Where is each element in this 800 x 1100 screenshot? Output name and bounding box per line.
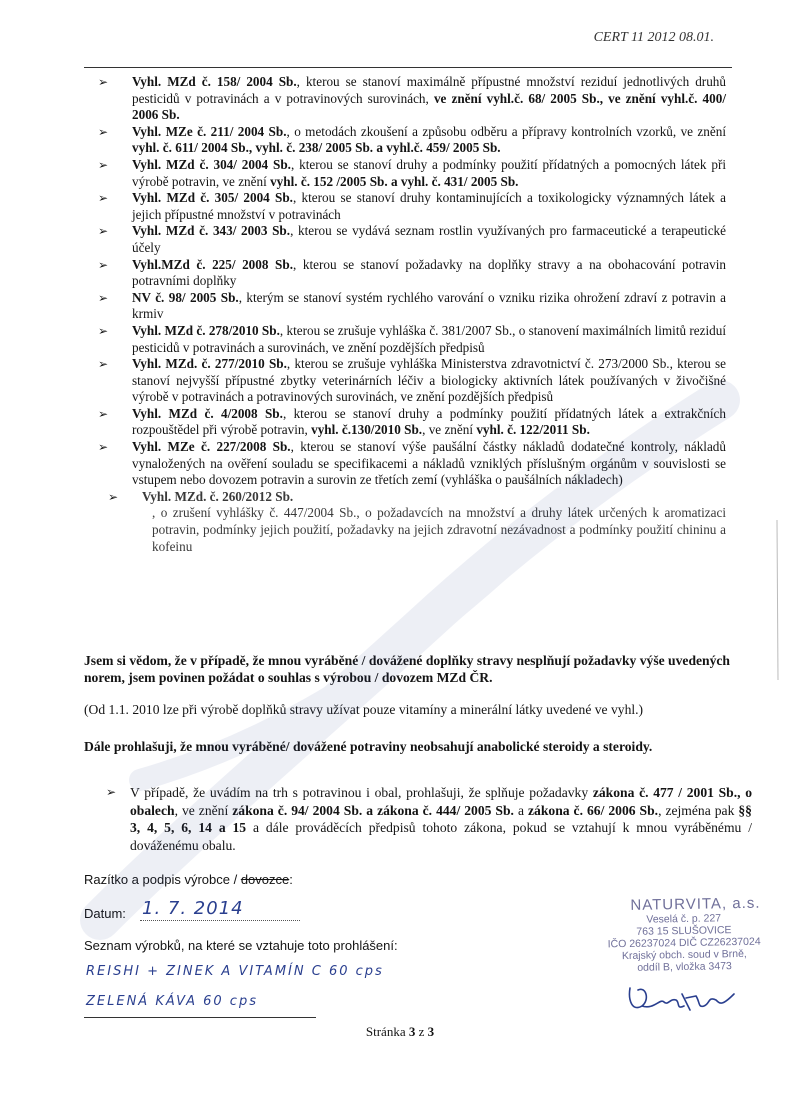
regulation-item xyxy=(98,257,726,290)
packaging-text: V případě, že uvádím na trh s potravinou i obal, prohlašuji, že splňuje požadavky xyxy=(130,785,593,800)
regulation-ref: Vyhl. MZd č. 278/2010 Sb. xyxy=(132,322,280,338)
law-ref: §§ 3, 4, 5, 6, 14 a 15 xyxy=(130,802,752,835)
regulation-ref: NV č. 98/ 2005 Sb. xyxy=(132,289,239,305)
packaging-text: , ve znění xyxy=(174,802,233,818)
regulation-desc: , kterou se stanoví maximálně přípustné množství reziduí jednotlivých druhů pesticidů v potravinách a v potravinových surovinách, xyxy=(132,74,726,106)
regulation-ref: Vyhl. MZd č. 4/2008 Sb. xyxy=(132,405,283,421)
regulation-text xyxy=(132,257,726,289)
regulation-item xyxy=(98,323,726,356)
stamp-line: Veselá č. p. 227 xyxy=(646,912,722,926)
products-label: Seznam výrobků, na které se vztahuje toto prohlášení: xyxy=(84,938,398,953)
regulation-ref: Vyhl. MZd č. 158/ 2004 Sb. xyxy=(132,74,297,89)
regulation-item xyxy=(98,124,726,157)
law-ref: zákona č. 477 / 2001 Sb., o obalech xyxy=(130,785,752,818)
regulation-text xyxy=(132,157,726,189)
regulation-ref: vyhl. č. 122/2011 Sb. xyxy=(476,422,590,438)
regulation-text xyxy=(132,406,726,438)
date-value-handwritten: 1. 7. 2014 xyxy=(142,898,244,919)
regulation-ref: Vyhl. MZd č. 304/ 2004 Sb. xyxy=(132,156,291,172)
stamp-company-name: NATURVITA, a.s. xyxy=(630,894,761,914)
stamp-line: oddíl B, vložka 3473 xyxy=(637,960,732,974)
page-of: z xyxy=(418,1024,425,1039)
scan-mark-icon xyxy=(772,520,782,680)
page-current: 3 xyxy=(408,1024,416,1039)
header-rule xyxy=(84,67,732,68)
regulation-ref: vyhl. č. 152 /2005 Sb. a vyhl. č. 431/ 2005 Sb. xyxy=(270,173,519,189)
handwritten-signature-icon xyxy=(624,976,744,1020)
document-code: CERT 11 2012 08.01. xyxy=(593,30,714,45)
regulation-text xyxy=(132,190,726,222)
regulation-item xyxy=(98,406,726,439)
regulation-ref: Vyhl. MZd č. 305/ 2004 Sb. xyxy=(132,190,293,206)
regulation-ref: Vyhl. MZe č. 211/ 2004 Sb. xyxy=(132,123,287,139)
signature-label-suffix: : xyxy=(289,872,293,887)
stamp-line: IČO 26237024 DIČ CZ26237024 xyxy=(607,935,761,951)
regulation-ref: vyhl. č.130/2010 Sb. xyxy=(311,422,423,438)
packaging-declaration xyxy=(106,784,752,854)
regulation-desc: , kterou se vydává seznam rostlin využívaných pro farmaceutické a terapeutické účely xyxy=(132,223,727,255)
regulation-desc: , kterou se stanoví požadavky na doplňky stravy a na obohacování potravin potravními doplňky xyxy=(132,256,726,289)
regulation-text xyxy=(132,74,726,122)
product-entry-handwritten: ZELENÁ KÁVA 60 cps xyxy=(86,994,258,1009)
regulation-ref: Vyhl. MZe č. 227/2008 Sb. xyxy=(132,439,291,455)
regulation-desc: , o metodách zkoušení a způsobu odběru a přípravy kontrolních vzorků, ve znění xyxy=(286,123,726,139)
regulation-item xyxy=(98,290,726,323)
stamp-line: Krajský obch. soud v Brně, xyxy=(621,947,747,963)
regulation-desc: , ve znění xyxy=(422,422,477,438)
signature-label xyxy=(84,872,293,887)
supplements-declaration: Jsem si vědom, že v případě, že mnou vyráběné / dovážené doplňky stravy nesplňují požadavky výše uvedených norem, jsem povinen požádat o souhlas s výrobou / dovozem MZd ČR. xyxy=(84,653,730,685)
products-underline xyxy=(84,1017,316,1018)
regulation-item xyxy=(98,190,726,223)
regulation-item xyxy=(98,356,726,406)
regulation-desc: , kterým se stanoví systém rychlého varování o vzniku rizika ohrožení zdraví z potravin a krmiv xyxy=(132,289,726,322)
signature-label-struck: dovozce xyxy=(240,872,290,887)
page-word: Stránka xyxy=(365,1024,406,1039)
date-line xyxy=(140,920,300,921)
date-label: Datum: xyxy=(84,906,126,921)
packaging-text: a dále prováděcích předpisů tohoto zákona, pokud se vztahují k mnou vyráběnému / dováženému obalu. xyxy=(130,820,752,853)
regulation-item xyxy=(98,439,726,489)
regulation-item xyxy=(98,157,726,190)
regulation-ref: Vyhl.MZd č. 225/ 2008 Sb. xyxy=(132,256,293,272)
regulation-desc: , kterou se stanoví druhy kontaminujících a toxikologicky významných látek a jejich přípustné množství v potravinách xyxy=(132,190,726,222)
regulation-text xyxy=(132,356,726,404)
packaging-text: , zejména pak xyxy=(658,802,739,818)
regulation-item xyxy=(98,489,726,555)
regulation-ref: Vyhl. MZd č. 343/ 2003 Sb. xyxy=(132,223,291,239)
law-ref: zákona č. 94/ 2004 Sb. a zákona č. 444/ 2005 Sb. xyxy=(232,802,514,818)
regulation-ref: Vyhl. MZd. č. 277/2010 Sb. xyxy=(132,356,287,372)
regulation-desc: , kterou se zrušuje vyhláška Ministerstva zdravotnictví č. 273/2000 Sb., kterou se stanoví nejvyšší přípustné zbytky veterinárních léčiv a biologicky aktivních látek používaných v živočišné výrobě v potravinách a potravinových surovinách, ve znění pozdějších předpisů xyxy=(132,356,727,405)
product-entry-handwritten: REISHI + ZINEK A VITAMÍN C 60 cps xyxy=(86,964,384,979)
regulation-desc: , kterou se stanoví druhy a podmínky použití přídatných a pomocných látek při výrobě potravin, ve znění xyxy=(132,156,726,189)
company-stamp xyxy=(573,894,794,975)
page-total: 3 xyxy=(427,1024,435,1039)
page-number xyxy=(0,1024,800,1040)
regulation-text xyxy=(132,223,726,255)
regulation-text xyxy=(132,124,726,156)
regulation-ref: vyhl. č. 611/ 2004 Sb., vyhl. č. 238/ 2005 Sb. a vyhl.č. 459/ 2005 Sb. xyxy=(132,140,501,156)
stamp-line: 763 15 SLUŠOVICE xyxy=(636,924,732,938)
signature-label-prefix: Razítko a podpis výrobce / xyxy=(84,872,241,887)
regulation-ref: ve znění vyhl.č. 68/ 2005 Sb., ve znění vyhl.č. 400/ 2006 Sb. xyxy=(132,90,726,123)
steroids-declaration: Dále prohlašuji, že mnou vyráběné/ dovážené potraviny neobsahují anabolické steroidy a steroidy. xyxy=(84,739,653,754)
regulation-ref: Vyhl. MZd. č. 260/2012 Sb. xyxy=(142,488,294,504)
regulation-desc: , o zrušení vyhlášky č. 447/2004 Sb., o požadavcích na množství a druhy látek určených k aromatizaci potravin, podmínky jejich použití, požadavky na jejich zdravotní nezávadnost a podmínky použití chininu a kofeinu xyxy=(152,505,726,554)
regulation-item xyxy=(98,74,726,124)
regulation-desc: , kterou se zrušuje vyhláška č. 381/2007 Sb., o stanovení maximálních limitů reziduí pesticidů v potravinách a surovinách, ve znění pozdějších předpisů xyxy=(132,322,726,355)
law-ref: zákona č. 66/ 2006 Sb. xyxy=(528,802,659,818)
regulation-text xyxy=(142,489,726,555)
regulation-desc: , kterou se stanoví výše paušální částky nákladů dodatečné kontroly, nákladů vynaložených na ověření souladu se specifikacemi a nákladů vzniklých příslušným orgánům v souvislosti se vstupem nebo dovozem potravin a surovin ze třetích zemí (vyhláška o paušálních nákladech) xyxy=(132,439,726,488)
regulation-list xyxy=(98,74,726,555)
packaging-text: a xyxy=(513,802,528,818)
regulation-desc: , kterou se stanoví druhy a podmínky použití přídatných látek a extrakčních rozpouštědel při výrobě potravin, xyxy=(132,405,726,438)
regulation-text xyxy=(132,439,726,487)
supplements-note: (Od 1.1. 2010 lze při výrobě doplňků stravy užívat pouze vitamíny a minerální látky uvedené ve vyhl.) xyxy=(84,702,644,717)
regulation-item xyxy=(98,223,726,256)
regulation-text xyxy=(132,323,726,355)
regulation-text xyxy=(132,290,726,322)
